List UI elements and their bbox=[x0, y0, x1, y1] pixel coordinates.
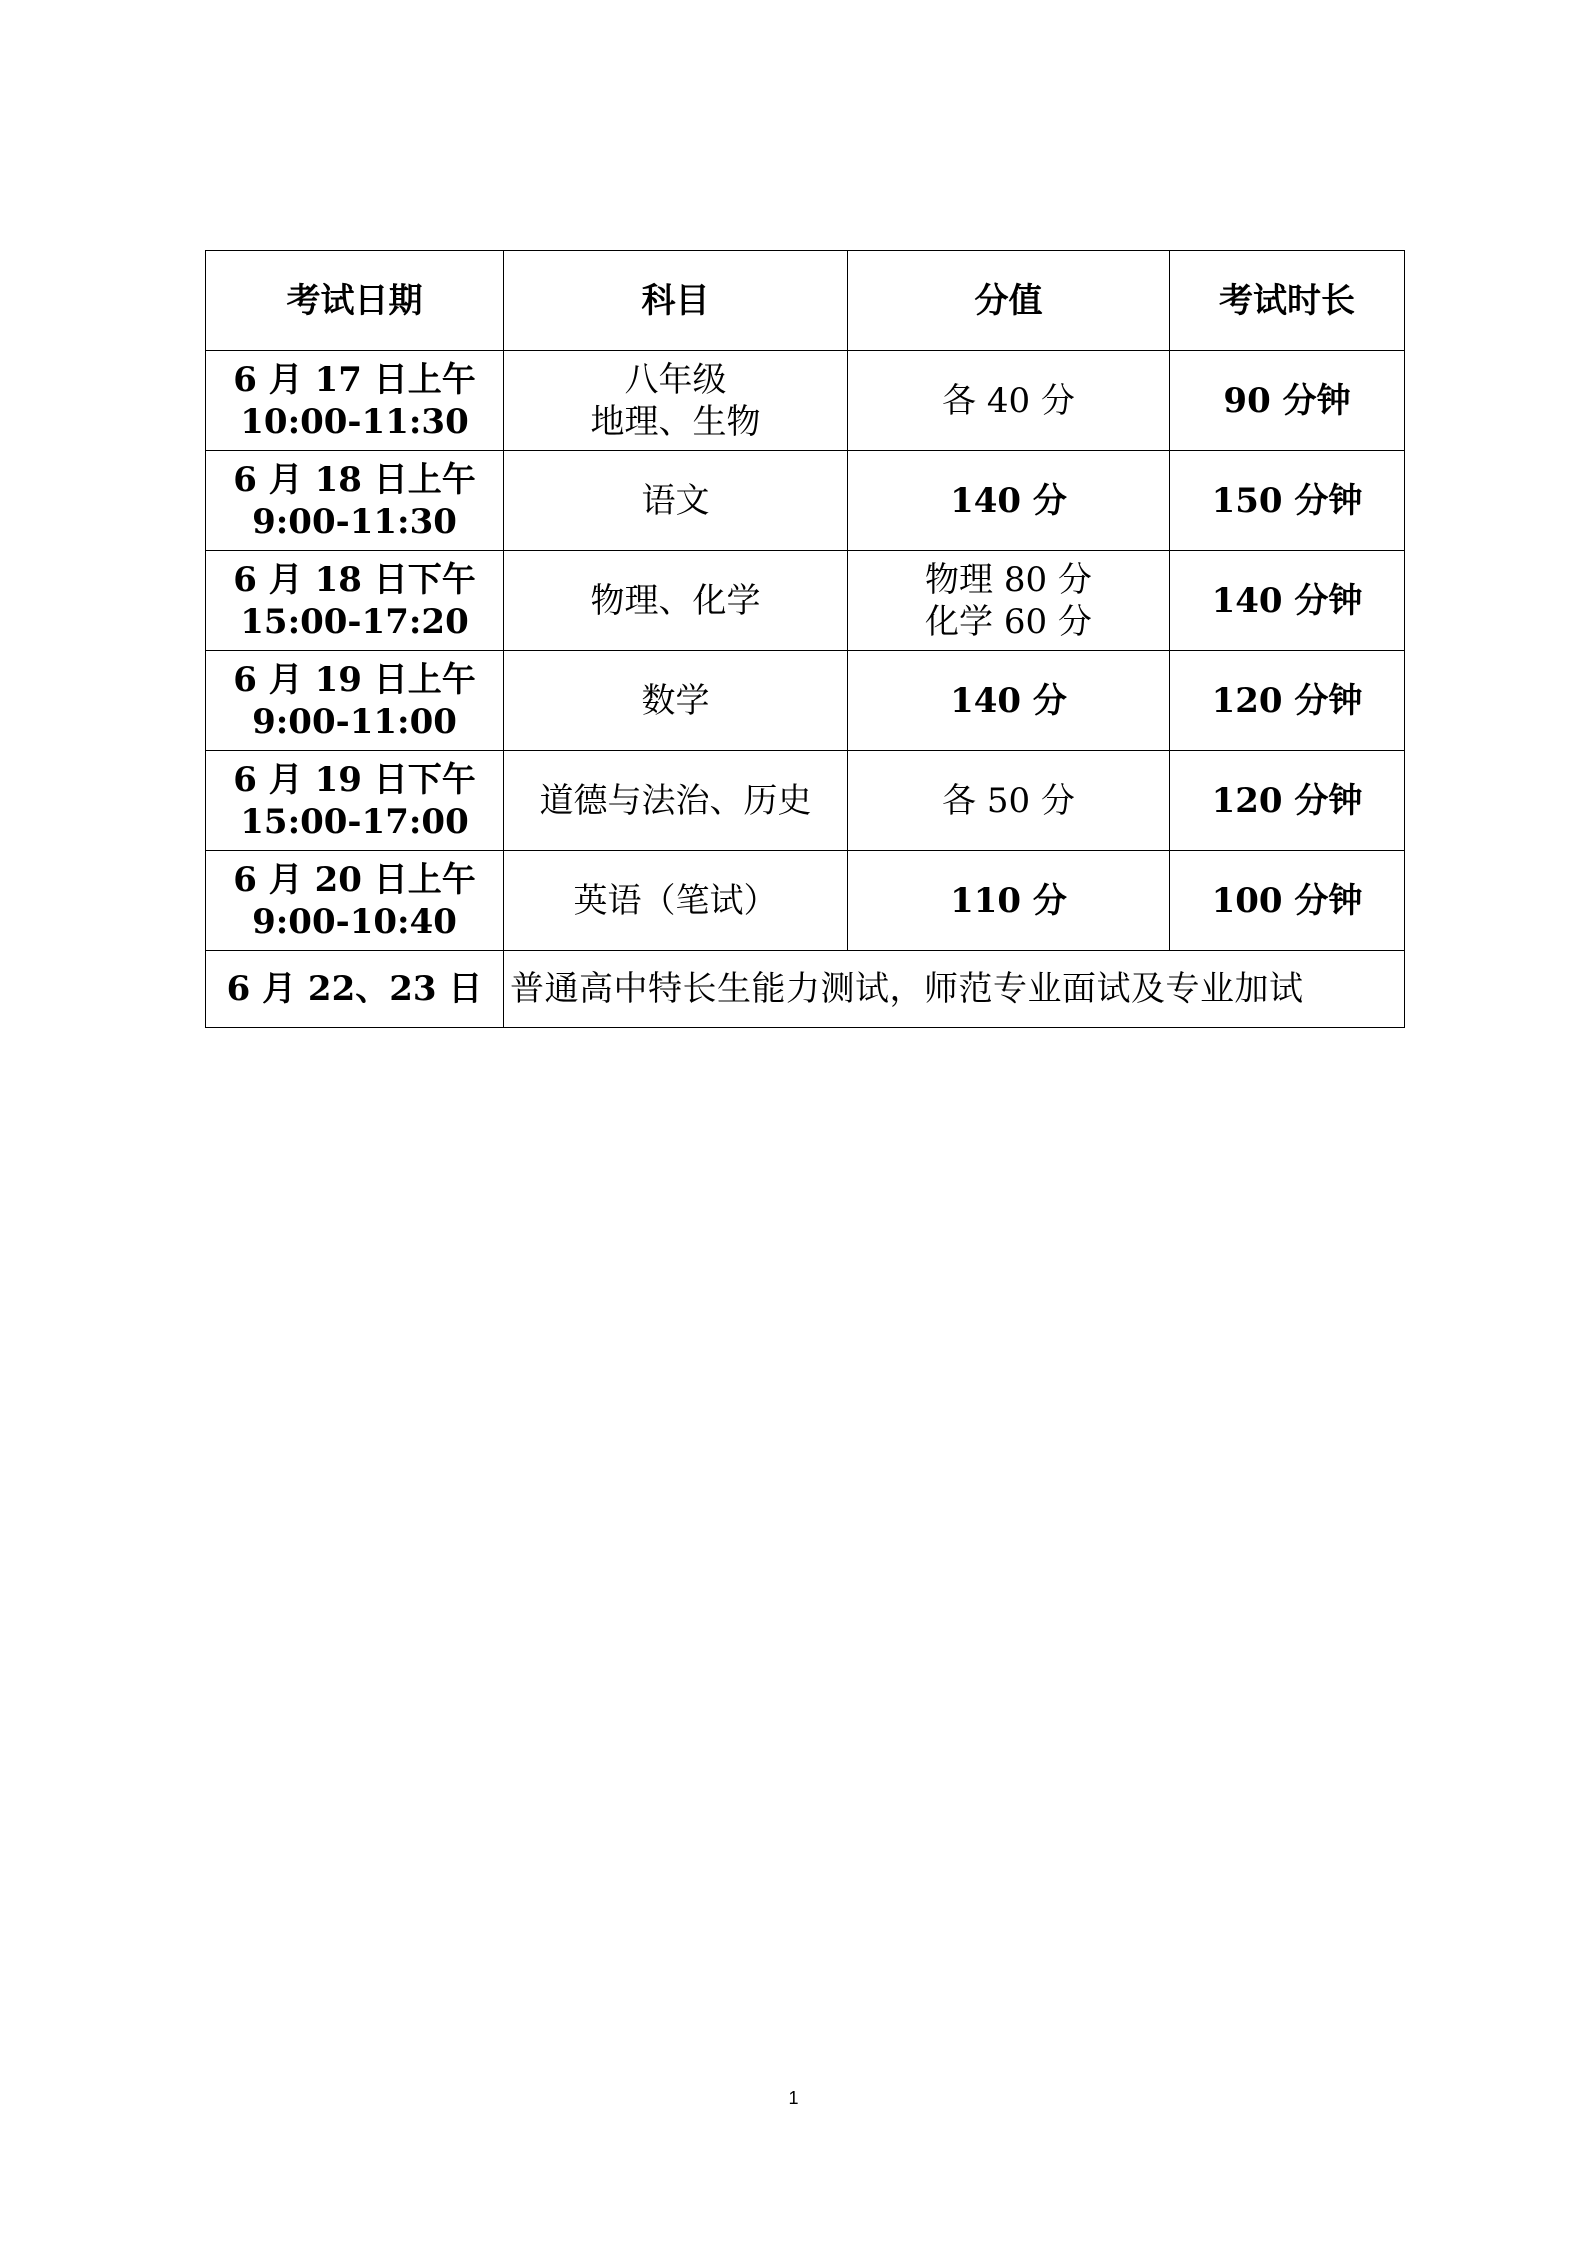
subject-line: 数学 bbox=[641, 680, 710, 721]
header-duration: 考试时长 bbox=[1170, 251, 1405, 351]
score-cell bbox=[848, 751, 1170, 851]
time-line: 9:00-11:00 bbox=[252, 701, 457, 742]
duration-cell: 140 分钟 bbox=[1170, 551, 1405, 651]
special-tests-note: 普通高中特长生能力测试，师范专业面试及专业加试 bbox=[504, 951, 1405, 1028]
subject-line: 八年级 bbox=[624, 359, 727, 400]
score-cell bbox=[848, 651, 1170, 751]
table-row bbox=[206, 751, 1405, 851]
duration-cell: 100 分钟 bbox=[1170, 851, 1405, 951]
subject-line: 语文 bbox=[641, 480, 710, 521]
table-row bbox=[206, 451, 1405, 551]
date-line: 6 月 18 日上午 bbox=[233, 459, 476, 500]
table-row bbox=[206, 351, 1405, 451]
subject-cell bbox=[504, 851, 848, 951]
score-line: 110 分 bbox=[950, 880, 1067, 921]
subject-cell bbox=[504, 551, 848, 651]
date-line: 6 月 17 日上午 bbox=[233, 359, 476, 400]
date-cell bbox=[206, 651, 504, 751]
page-number: 1 bbox=[788, 2088, 799, 2108]
subject-cell bbox=[504, 651, 848, 751]
duration-cell: 90 分钟 bbox=[1170, 351, 1405, 451]
date-cell bbox=[206, 451, 504, 551]
subject-line: 物理、化学 bbox=[590, 580, 761, 621]
date-line: 6 月 19 日下午 bbox=[233, 759, 476, 800]
score-line: 140 分 bbox=[950, 680, 1067, 721]
duration-cell: 120 分钟 bbox=[1170, 751, 1405, 851]
score-line: 物理 80 分 bbox=[925, 559, 1092, 600]
date-line: 6 月 20 日上午 bbox=[233, 859, 476, 900]
date-line: 6 月 19 日上午 bbox=[233, 659, 476, 700]
time-line: 10:00-11:30 bbox=[240, 401, 469, 442]
subject-line: 英语（笔试） bbox=[573, 880, 778, 921]
table-row bbox=[206, 651, 1405, 751]
header-score: 分值 bbox=[848, 251, 1170, 351]
time-line: 9:00-11:30 bbox=[252, 501, 457, 542]
date-cell bbox=[206, 351, 504, 451]
subject-line: 地理、生物 bbox=[590, 401, 761, 442]
date-cell bbox=[206, 851, 504, 951]
date-line: 6 月 18 日下午 bbox=[233, 559, 476, 600]
table-header-row bbox=[206, 251, 1405, 351]
date-cell bbox=[206, 751, 504, 851]
subject-cell bbox=[504, 751, 848, 851]
time-line: 9:00-10:40 bbox=[252, 901, 457, 942]
duration-cell: 120 分钟 bbox=[1170, 651, 1405, 751]
subject-cell bbox=[504, 351, 848, 451]
time-line: 15:00-17:00 bbox=[240, 801, 469, 842]
score-cell bbox=[848, 851, 1170, 951]
score-cell bbox=[848, 351, 1170, 451]
table-row bbox=[206, 551, 1405, 651]
date-cell: 6 月 22、23 日 bbox=[206, 951, 504, 1028]
score-line: 各 50 分 bbox=[942, 780, 1075, 821]
score-line: 各 40 分 bbox=[942, 380, 1075, 421]
exam-schedule-table bbox=[205, 250, 1405, 1028]
header-exam-date: 考试日期 bbox=[206, 251, 504, 351]
header-subject: 科目 bbox=[504, 251, 848, 351]
table-row bbox=[206, 851, 1405, 951]
score-line: 140 分 bbox=[950, 480, 1067, 521]
duration-cell: 150 分钟 bbox=[1170, 451, 1405, 551]
score-cell bbox=[848, 551, 1170, 651]
subject-cell bbox=[504, 451, 848, 551]
score-cell bbox=[848, 451, 1170, 551]
subject-line: 道德与法治、历史 bbox=[539, 780, 812, 821]
score-line: 化学 60 分 bbox=[925, 601, 1092, 642]
time-line: 15:00-17:20 bbox=[240, 601, 469, 642]
table-row-special-tests bbox=[206, 951, 1405, 1028]
date-cell bbox=[206, 551, 504, 651]
